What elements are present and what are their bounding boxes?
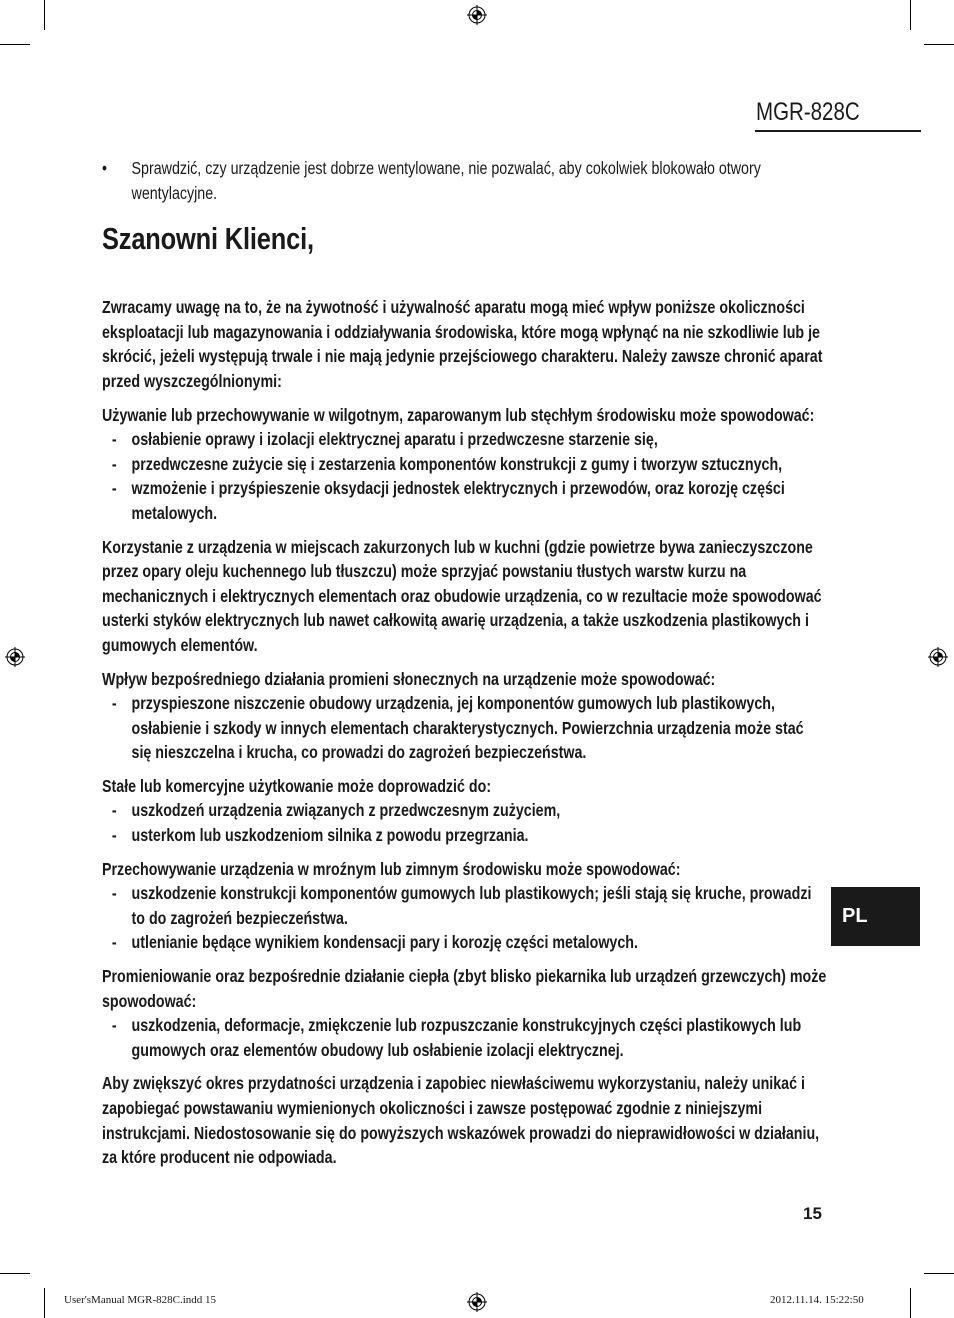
list-dash: - bbox=[111, 453, 117, 474]
page-title: Szanowni Klienci, bbox=[102, 221, 314, 257]
list-item bbox=[102, 452, 827, 477]
model-name: MGR-828C bbox=[756, 98, 860, 126]
list-dash: - bbox=[111, 693, 117, 714]
registration-mark-icon bbox=[467, 1292, 487, 1312]
list-item bbox=[102, 930, 827, 955]
list-item bbox=[102, 691, 827, 765]
list-item bbox=[102, 881, 827, 930]
section-list bbox=[102, 798, 827, 847]
list-item bbox=[102, 476, 827, 525]
list-dash: - bbox=[111, 932, 117, 953]
list-item bbox=[102, 427, 827, 452]
list-item-text: uszkodzenie konstrukcji komponentów gumowych lub plastikowych; jeśli stają się kruche, prowadzi to do zagrożeń bezpieczeństwa. bbox=[131, 883, 812, 928]
page-number: 15 bbox=[803, 1204, 822, 1223]
list-item-text: uszkodzeń urządzenia związanych z przedwczesnym zużyciem, bbox=[131, 800, 561, 821]
list-item-text: wzmożenie i przyśpieszenie oksydacji jednostek elektrycznych i przewodów, oraz korozję części metalowych. bbox=[131, 478, 785, 523]
section-list bbox=[102, 691, 827, 765]
main-content bbox=[102, 156, 827, 1179]
language-tab: PL bbox=[831, 887, 920, 946]
section-list bbox=[102, 881, 827, 955]
crop-mark bbox=[44, 1288, 45, 1318]
crop-mark bbox=[44, 0, 45, 30]
list-item-text: przedwczesne zużycie się i zestarzenia komponentów konstrukcji z gumy i tworzyw sztucznych, bbox=[131, 453, 783, 474]
intro-bullet bbox=[102, 156, 827, 205]
crop-mark bbox=[924, 44, 954, 45]
header-rule bbox=[755, 130, 921, 132]
bullet-dot: • bbox=[102, 158, 107, 178]
list-item-text: osłabienie oprawy i izolacji elektrycznej aparatu i przedwczesne starzenie się, bbox=[131, 429, 658, 450]
section-paragraph: Korzystanie z urządzenia w miejscach zakurzonych lub w kuchni (gdzie powietrze bywa zanieczyszczone przez opary oleju kuchennego lub tłuszczu) może sprzyjać powstaniu tłustych warstw kurzu na mechanicznych i elektrycznych elementach oraz obudowie urządzenia, co w rezultacie może spowodować usterki styków elektrycznych lub nawet całkowitą awarię urządzenia, a także uszkodzenia plastikowych i gumowych elementów. bbox=[102, 536, 822, 655]
section-paragraph: Wpływ bezpośredniego działania promieni słonecznych na urządzenie może spowodować: bbox=[102, 668, 716, 689]
list-dash: - bbox=[111, 1015, 117, 1036]
section-paragraph: Aby zwiększyć okres przydatności urządzenia i zapobiec niewłaściwemu wykorzystaniu, należy unikać i zapobiegać powstawaniu wymienionych okoliczności i zawsze postępować zgodnie z niniejszymi instrukcjami. Niedostosowanie się do powyższych wskazówek prowadzi do nieprawidłowości w działaniu, za które producent nie odpowiada. bbox=[102, 1073, 820, 1168]
list-dash: - bbox=[111, 800, 117, 821]
list-dash: - bbox=[111, 825, 117, 846]
crop-mark bbox=[924, 1273, 954, 1274]
footer-file: User'sManual MGR-828C.indd 15 bbox=[64, 1294, 217, 1306]
registration-mark-icon bbox=[5, 647, 25, 667]
list-item-text: usterkom lub uszkodzeniom silnika z powodu przegrzania. bbox=[131, 825, 529, 846]
list-dash: - bbox=[111, 478, 117, 499]
list-item bbox=[102, 823, 827, 848]
crop-mark bbox=[910, 1288, 911, 1318]
list-dash: - bbox=[111, 883, 117, 904]
content-body bbox=[102, 156, 827, 1170]
crop-mark bbox=[910, 0, 911, 30]
section-paragraph: Przechowywanie urządzenia w mroźnym lub zimnym środowisku może spowodować: bbox=[102, 858, 681, 879]
list-item-text: utlenianie będące wynikiem kondensacji pary i korozję części metalowych. bbox=[131, 932, 638, 953]
sections bbox=[102, 295, 827, 1170]
section-paragraph: Promieniowanie oraz bezpośrednie działanie ciepła (zbyt blisko piekarnika lub urządzeń grzewczych) może spowodować: bbox=[102, 966, 827, 1011]
list-dash: - bbox=[111, 429, 117, 450]
section-paragraph: Stałe lub komercyjne użytkowanie może doprowadzić do: bbox=[102, 775, 492, 796]
registration-mark-icon bbox=[928, 647, 948, 667]
footer-timestamp: 2012.11.14. 15:22:50 bbox=[770, 1294, 864, 1306]
crop-mark bbox=[0, 44, 30, 45]
list-item-text: uszkodzenia, deformacje, zmiękczenie lub rozpuszczanie konstrukcyjnych części plastikowych lub gumowych oraz elementów obudowy lub osłabienie izolacji elektrycznej. bbox=[131, 1015, 802, 1060]
section-paragraph: Zwracamy uwagę na to, że na żywotność i używalność aparatu mogą mieć wpływ poniższe okoliczności eksploatacji lub magazynowania i oddziaływania środowiska, które mogą wpłynąć na nie szkodliwie lub je skrócić, jeżeli występują trwale i nie mają jedynie przejściowego charakteru. Należy zawsze chronić aparat przed wyszczególnionymi: bbox=[102, 297, 823, 391]
list-item bbox=[102, 798, 827, 823]
crop-mark bbox=[0, 1273, 30, 1274]
registration-mark-icon bbox=[467, 5, 487, 25]
list-item-text: przyspieszone niszczenie obudowy urządzenia, jej komponentów gumowych lub plastikowych, osłabienie i szkody w innych elementach charakterystycznych. Powierzchnia urządzenia może stać się nieszczelna i krucha, co prowadzi do zagrożeń bezpieczeństwa. bbox=[131, 693, 804, 763]
intro-bullet-text: Sprawdzić, czy urządzenie jest dobrze wentylowane, nie pozwalać, aby cokolwiek blokowało otwory wentylacyjne. bbox=[131, 158, 761, 203]
list-item bbox=[102, 1013, 827, 1062]
section-list bbox=[102, 427, 827, 525]
section-list bbox=[102, 1013, 827, 1062]
section-paragraph: Używanie lub przechowywanie w wilgotnym, zaparowanym lub stęchłym środowisku może spowodować: bbox=[102, 404, 815, 425]
